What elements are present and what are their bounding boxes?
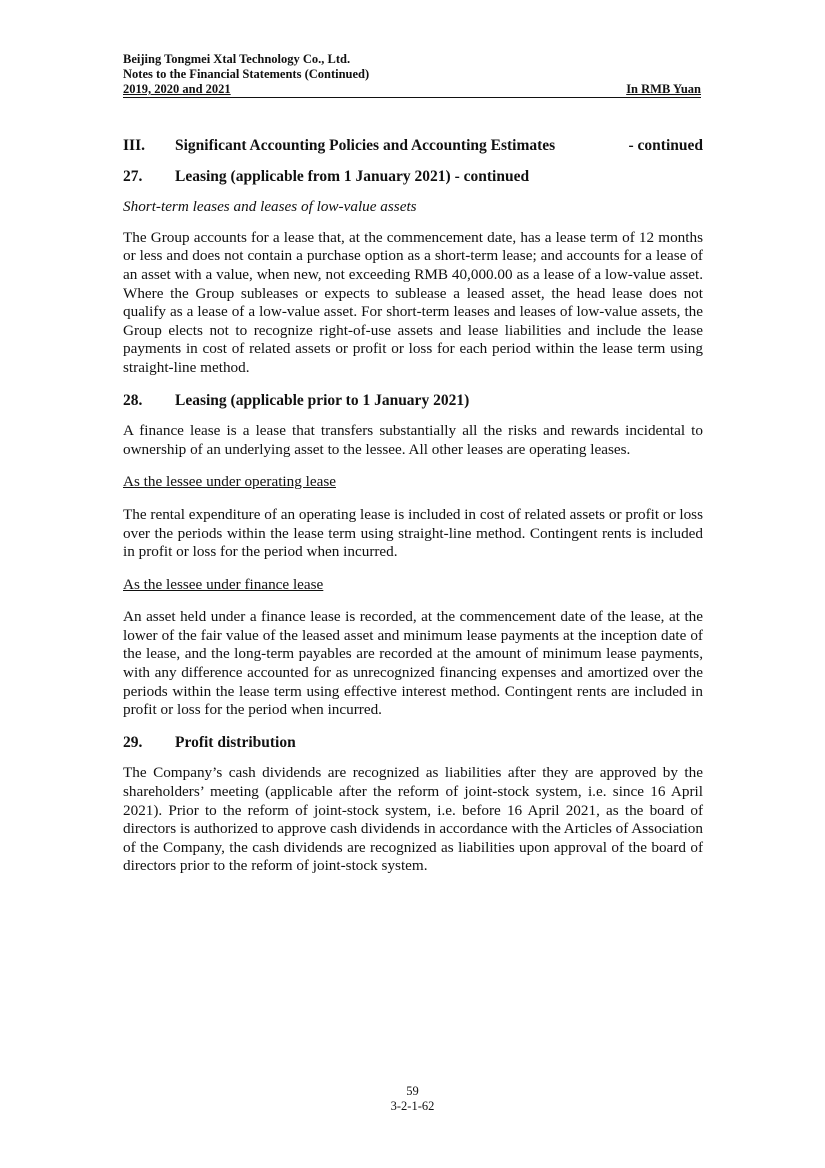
item-29-paragraph: The Company’s cash dividends are recognized as liabilities after they are approved by the shareholders’ meeting (applicable after the reform of joint-stock system, i.e. since 16 April 2021). Prior to the reform of joint-stock system, i.e. before 16 April 2021, as the board of directors is authorized to approve cash dividends in accordance with the Articles of Association of the Company, the cash dividends are recognized as liabilities upon approval of the board of directors prior to the reform of joint-stock system. [123, 764, 703, 875]
section-number: III. [123, 137, 145, 154]
company-name: Beijing Tongmei Xtal Technology Co., Ltd. [123, 52, 351, 66]
item-title: Leasing (applicable from 1 January 2021) - continued [175, 167, 530, 185]
item-title: Profit distribution [175, 733, 296, 751]
page-header [123, 52, 701, 98]
page-content [123, 137, 703, 890]
page-footer [0, 1084, 825, 1114]
document-reference: 3-2-1-62 [390, 1099, 435, 1113]
item-27-paragraph: The Group accounts for a lease that, at the commencement date, has a lease term of 12 months or less and does not contain a purchase option as a short-term lease; and accounts for a lease of an asset with a value, when new, not exceeding RMB 40,000.00 as a lease of a low-value asset. Where the Group subleases or expects to sublease a leased asset, the head lease does not qualify as a lease of a low-value asset. For short-term leases and leases of low-value assets, the Group elects not to recognize right-of-use assets and lease liabilities and include the lease payments in cost of related assets or profit or loss for each period within the lease term using straight-line method. [123, 228, 703, 376]
item-28-heading [123, 392, 703, 411]
item-29-heading [123, 734, 703, 753]
item-number: 27. [123, 167, 143, 185]
item-27-heading [123, 168, 703, 187]
document-subtitle: Notes to the Financial Statements (Continued) [123, 67, 370, 81]
item-28-finance-lease-heading: As the lessee under finance lease [123, 575, 324, 593]
item-number: 29. [123, 733, 143, 751]
item-28-finance-lease-paragraph: An asset held under a finance lease is recorded, at the commencement date of the lease, at the lower of the fair value of the leased asset and minimum lease payments at the inception date of the lease, and the long-term payables are recorded at the amount of minimum lease payments, with any difference accounted for as unrecognized financing expenses and amortized over the periods within the lease term using effective interest method. Contingent rents are included in profit or loss for the period when incurred. [123, 608, 703, 719]
item-28-operating-lease-heading: As the lessee under operating lease [123, 473, 336, 491]
reporting-years: 2019, 2020 and 2021 [123, 82, 231, 96]
item-27-subheading: Short-term leases and leases of low-value assets [123, 198, 417, 216]
section-continued: - continued [628, 137, 703, 154]
currency-note: In RMB Yuan [626, 82, 701, 96]
item-28-operating-lease-paragraph: The rental expenditure of an operating lease is included in cost of related assets or profit or loss over the periods within the lease term using straight-line method. Contingent rents is included in profit or loss for the period when incurred. [123, 505, 703, 561]
page-number: 59 [406, 1084, 419, 1098]
header-rule-line [123, 82, 701, 98]
item-title: Leasing (applicable prior to 1 January 2021) [175, 391, 470, 409]
item-28-paragraph: A finance lease is a lease that transfers substantially all the risks and rewards incidental to ownership of an underlying asset to the lessee. All other leases are operating leases. [123, 422, 703, 458]
section-heading [123, 137, 703, 156]
item-number: 28. [123, 391, 143, 409]
section-title: Significant Accounting Policies and Accounting Estimates [175, 137, 556, 154]
